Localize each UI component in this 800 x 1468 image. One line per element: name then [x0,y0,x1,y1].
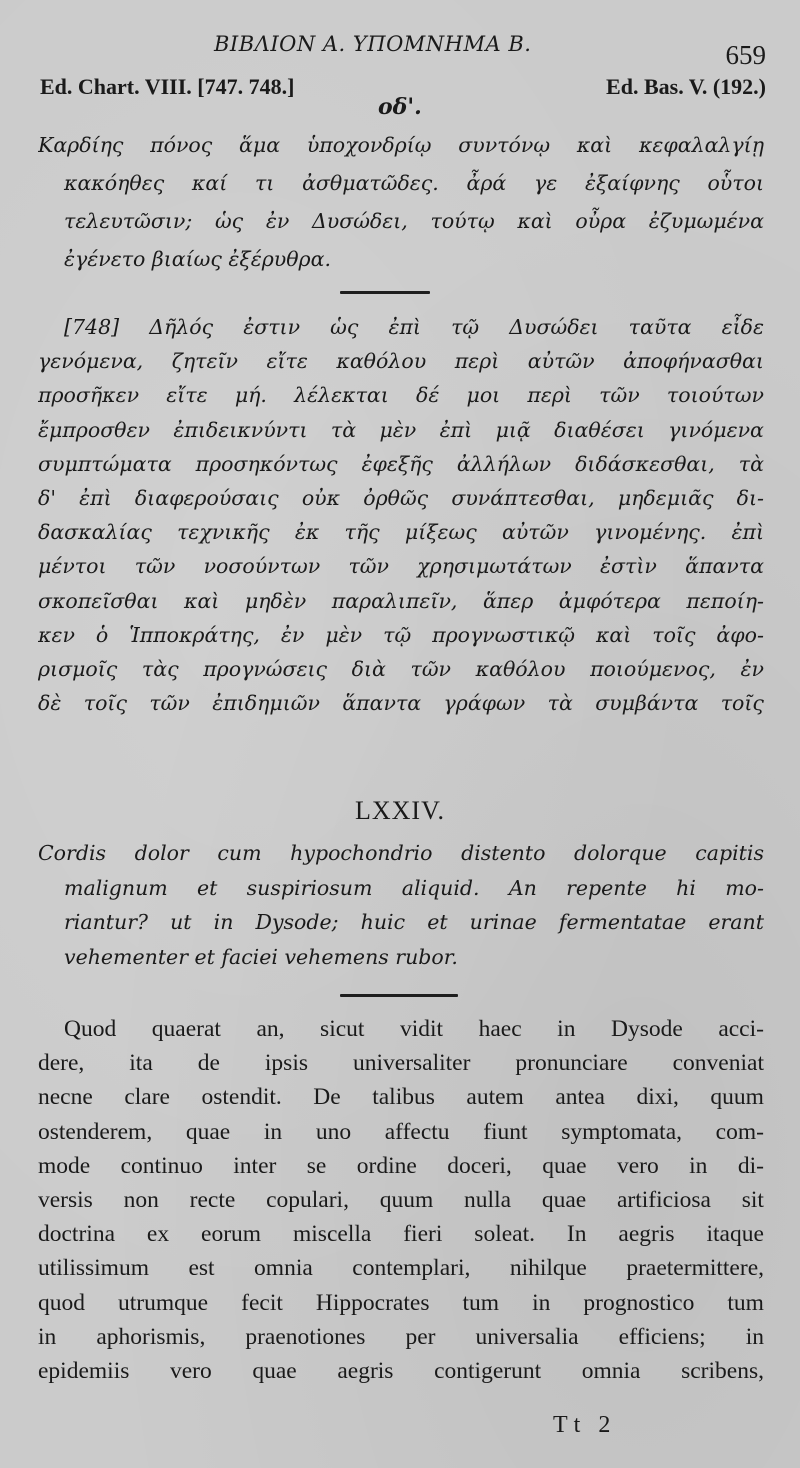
section-divider [340,291,430,294]
word: capitis [695,841,764,865]
word: repente [566,875,647,900]
word: ita [129,1050,153,1077]
word: αὐτῶν [501,520,569,545]
word: quae [541,1186,587,1213]
word: τῆς [344,520,380,545]
word: in [213,910,234,934]
word: Dysode; [255,910,339,934]
word: utrumque [118,1289,209,1316]
word: καί [191,171,228,195]
word: συνάπτεσθαι, [451,485,595,510]
word: et [427,910,448,934]
word: οὐκ [301,485,341,510]
word: μηδὲν [244,588,307,613]
word: in [263,1118,283,1145]
word: ex [146,1221,170,1248]
word: τελευτῶσιν; [64,209,193,233]
word: dixi, [636,1084,679,1111]
word: περὶ [527,383,572,408]
word: πεποίη- [686,588,764,613]
word: μιᾷ [495,417,531,442]
word: Quod [64,1016,117,1042]
word: τοῖς [720,691,764,716]
latin-commentary-line [38,1183,764,1217]
word: τῷ [451,315,480,339]
word: καθόλου [336,349,427,374]
word: tum [727,1289,764,1316]
word: sit [741,1186,764,1213]
word: ζητεῖν [171,349,238,374]
word: doceri, [447,1152,512,1179]
word: soleat. [474,1221,535,1248]
word: aegris [618,1221,675,1248]
word: quum [710,1084,764,1111]
word: ἀμφότερα [558,588,661,613]
word: γινόμενα [668,417,764,442]
word: καθόλου [475,656,566,681]
word: malignum [64,875,168,900]
word: οὖρα [575,209,627,233]
word: An [508,875,537,900]
word: aphorismis, [96,1323,206,1350]
word: miscella [293,1221,372,1248]
word: haec [478,1016,522,1042]
word: continuo [120,1152,203,1179]
word: ἀποφήνασθαι [623,349,764,374]
word: λέλεκται [294,383,389,408]
word: scribens, [681,1357,764,1384]
word: διαθέσει [554,417,645,442]
word: ipsis [264,1050,309,1077]
word: τῷ [383,622,412,647]
word: καὶ [576,133,613,157]
word: ἐστιν [243,315,301,339]
latin-commentary-line [38,1012,764,1046]
latin-lemma [38,836,764,974]
word: μοι [466,383,501,408]
word: μηδεμιᾶς [617,485,714,510]
latin-commentary [38,1012,764,1388]
word: μὲν [325,622,363,647]
latin-commentary-line [38,1046,764,1080]
word: διαφερούσαις [134,485,279,510]
greek-commentary [38,310,764,720]
word: ἐπὶ [731,520,764,545]
word: Δυσώδει [509,315,599,339]
word: τὰ [330,417,357,442]
latin-lemma-line [38,836,764,871]
word: ἀσθματῶδες. [302,171,439,195]
page-number: 659 [725,40,766,70]
word: ὑποχονδρίῳ [306,133,432,157]
greek-lemma-line [38,126,764,164]
word: σκοπεῖσθαι [38,588,159,613]
latin-commentary-line [38,1286,764,1320]
latin-commentary-line [38,1115,764,1149]
word: ἔμπροσθεν [38,417,150,442]
word: τῶν [348,554,389,579]
latin-commentary-line [38,1080,764,1114]
word: doctrina [38,1221,115,1248]
greek-lemma-line [38,164,764,202]
word: in [532,1289,551,1316]
word: τοῖς [652,622,696,647]
word: ἐπὶ [79,485,112,510]
word: δὲ [38,691,62,716]
greek-commentary-line [38,686,764,720]
word: universalia [475,1323,579,1350]
word: suspiriosum [246,875,373,900]
word: ὁ [95,622,109,647]
word: τούτῳ [430,209,495,233]
greek-commentary-line [38,652,764,686]
word: Δυσώδει, [311,209,408,233]
word: an, [256,1016,285,1042]
word: huic [360,910,406,934]
greek-commentary-line [38,549,764,583]
word: μέντοι [38,554,107,579]
latin-commentary-line [38,1217,764,1251]
word: efficiens; [618,1323,706,1350]
word: μή. [234,383,267,408]
word: ἐν [265,209,290,233]
greek-commentary-line [38,310,764,344]
word: necne [38,1084,93,1111]
word: τῶν [410,656,452,681]
word: ἀφο- [716,622,764,647]
word: Καρδίης [38,133,124,157]
word: ὡς [330,315,359,339]
word: αὐτῶν [527,349,595,374]
word: sicut [320,1016,365,1042]
word: hi [676,875,696,900]
greek-commentary-line [38,618,764,652]
word: omnia [581,1357,641,1384]
word: com- [715,1118,764,1145]
word: δ' [38,485,56,510]
word: contigerunt [434,1357,542,1384]
word: universaliter [352,1050,471,1077]
word: per [405,1323,436,1350]
word: fieri [403,1221,443,1248]
word: ἐν [740,656,764,681]
word: non [123,1186,159,1213]
greek-lemma-line: ἐγένετο βιαίως ἐξέρυθρα. [64,247,331,271]
word: προσηκόντως [195,451,338,476]
word: καὶ [184,588,220,613]
word: vidit [399,1016,444,1042]
word: καὶ [517,209,553,233]
word: ἀλλήλων [456,451,552,476]
word: symptomata, [561,1118,682,1145]
word: ταῦτα [628,315,692,339]
word: μίξεως [404,520,477,545]
word: τὰ [547,691,573,716]
word: itaque [706,1221,764,1248]
word: ut [170,910,192,934]
word: παραλιπεῖν, [331,588,458,613]
word: urinae [469,910,537,934]
edition-basel-ref: Ed. Bas. V. (192.) [606,74,766,99]
word: antea [555,1084,605,1111]
word: ἐπιδημιῶν [212,691,320,716]
word: mode [38,1152,91,1179]
word: vero [169,1357,212,1384]
word: συμβάντα [595,691,699,716]
word: copulari, [266,1186,349,1213]
word: fermentatae [558,910,687,934]
word: κακόηθες [64,171,165,195]
word: dolor [134,841,189,865]
section-number-greek: οδ'. [378,94,422,120]
word: tum [462,1289,500,1316]
latin-commentary-line [38,1354,764,1388]
latin-commentary-line [38,1149,764,1183]
word: ἅπαντα [342,691,422,716]
word: ordine [356,1152,417,1179]
word: uno [315,1118,352,1145]
word: ἐπὶ [439,417,473,442]
word: κεφαλαλγίῃ [638,133,764,157]
word: μὲν [379,417,417,442]
word: Cordis [38,841,107,865]
word: ἐν [280,622,305,647]
word: quae [542,1152,587,1179]
word: χρησιμωτάτων [417,554,572,579]
word: epidemiis [38,1357,130,1384]
word: Hippocrates [315,1289,430,1316]
word: quum [379,1186,434,1213]
word: συμπτώματα [38,451,172,476]
word: de [197,1050,220,1077]
word: et [197,875,218,900]
word: ποιούμενος, [590,656,716,681]
greek-lemma [38,126,764,278]
word: artificiosa [616,1186,711,1213]
word: prognostico [583,1289,695,1316]
word: autem [466,1084,524,1111]
word: γράφων [443,691,526,716]
word: δι- [736,485,764,510]
word: inter [233,1152,277,1179]
word: Ἱπποκράτης, [129,622,260,647]
word: τὰ [738,451,764,476]
word: in [38,1323,57,1350]
word: ἅμα [239,133,281,157]
latin-lemma-line [38,871,764,906]
word: pronunciare [515,1050,628,1077]
word: affectu [384,1118,450,1145]
word: in [745,1323,764,1350]
word: Dysode [610,1016,683,1042]
word: praetermittere, [626,1255,764,1282]
word: ostendit. [201,1084,282,1111]
word: distento [461,841,546,865]
word: hypochondrio [290,841,433,865]
word: τοῖς [83,691,127,716]
word: quae [185,1118,231,1145]
word: aliquid. [401,875,480,900]
word: τοιούτων [666,383,764,408]
word: aegris [337,1357,394,1384]
word: δασκαλίας [38,520,152,545]
word: contemplari, [352,1255,471,1282]
word: ἐπιδεικνύντι [173,417,308,442]
word: δέ [415,383,440,408]
latin-commentary-line [38,1320,764,1354]
chapter-numeral: LXXIV. [354,796,446,825]
word: De [313,1084,341,1111]
word: quod [38,1289,85,1316]
greek-commentary-line [38,481,764,515]
word: erant [708,910,764,934]
word: προγνώσεις [203,656,328,681]
word: οὗτοι [707,171,764,195]
word: [748] [64,315,120,339]
word: ἐξαίφνης [584,171,680,195]
word: κεν [38,622,75,647]
word: τῶν [599,383,640,408]
word: quae [252,1357,297,1384]
latin-lemma-line: vehementer et faciei vehemens rubor. [64,944,458,969]
word: τὰς [141,656,179,681]
word: in [689,1152,708,1179]
word: se [306,1152,327,1179]
word: ἐκ [294,520,320,545]
greek-commentary-line [38,413,764,447]
word: quaerat [151,1016,221,1042]
word: ρισμοῖς [38,656,118,681]
word: συντόνῳ [458,133,551,157]
word: vero [616,1152,659,1179]
word: est [188,1255,215,1282]
edition-chartier-ref: Ed. Chart. VIII. [747. 748.] [40,74,295,99]
word: γε [534,171,558,195]
word: νοσούντων [203,554,321,579]
word: περὶ [454,349,500,374]
word: τι [254,171,275,195]
word: versis [38,1186,93,1213]
word: conveniat [672,1050,764,1077]
word: ἆρά [466,171,507,195]
word: in [557,1016,576,1042]
word: ὡς [214,209,244,233]
greek-commentary-line [38,344,764,378]
word: τεχνικῆς [177,520,270,545]
word: ἅπαντα [685,554,764,579]
latin-lemma-line [38,905,764,940]
word: dolorque [574,841,667,865]
word: τῶν [149,691,190,716]
word: riantur? [64,910,149,934]
word: Δῆλός [149,315,214,339]
word: nihilque [509,1255,587,1282]
word: eorum [201,1221,262,1248]
word: εἶδε [721,315,764,339]
greek-commentary-line [38,447,764,481]
word: fecit [241,1289,283,1316]
word: talibus [372,1084,435,1111]
word: fiunt [483,1118,528,1145]
word: εἴτε [166,383,208,408]
word: In [566,1221,587,1248]
word: πόνος [150,133,213,157]
word: γενόμενα, [38,349,144,374]
word: καὶ [595,622,632,647]
word: recte [189,1186,236,1213]
word: ἅπερ [482,588,534,613]
greek-commentary-line [38,378,764,412]
gathering-signature: Tt 2 [553,1412,617,1438]
word: ὀρθῶς [363,485,429,510]
word: mo- [725,875,764,900]
word: omnia [254,1255,313,1282]
running-title: ΒΙΒΛΙΟΝ Α. ΥΠΟΜΝΗΜΑ Β. [214,32,532,56]
word: διὰ [351,656,386,681]
section-divider [340,994,458,997]
latin-commentary-line [38,1251,764,1285]
word: acci- [718,1016,764,1042]
word: utilissimum [38,1255,149,1282]
word: διδάσκεσθαι, [575,451,715,476]
word: cum [217,841,262,865]
word: ἐφεξῆς [361,451,433,476]
word: εἴτε [266,349,308,374]
greek-lemma-line [38,202,764,240]
word: ἐπὶ [388,315,421,339]
word: ostenderem, [38,1118,153,1145]
greek-commentary-line [38,515,764,549]
greek-commentary-line [38,584,764,618]
word: προγνωστικῷ [432,622,575,647]
word: τῶν [134,554,176,579]
word: dere, [38,1050,85,1077]
word: ἐζυμωμένα [648,209,764,233]
word: praenotiones [245,1323,366,1350]
running-head [0,32,800,70]
word: di- [737,1152,764,1179]
word: nulla [464,1186,512,1213]
word: clare [124,1084,170,1111]
word: γινομένης. [594,520,707,545]
word: προσῆκεν [38,383,140,408]
word: ἐστὶν [600,554,657,579]
